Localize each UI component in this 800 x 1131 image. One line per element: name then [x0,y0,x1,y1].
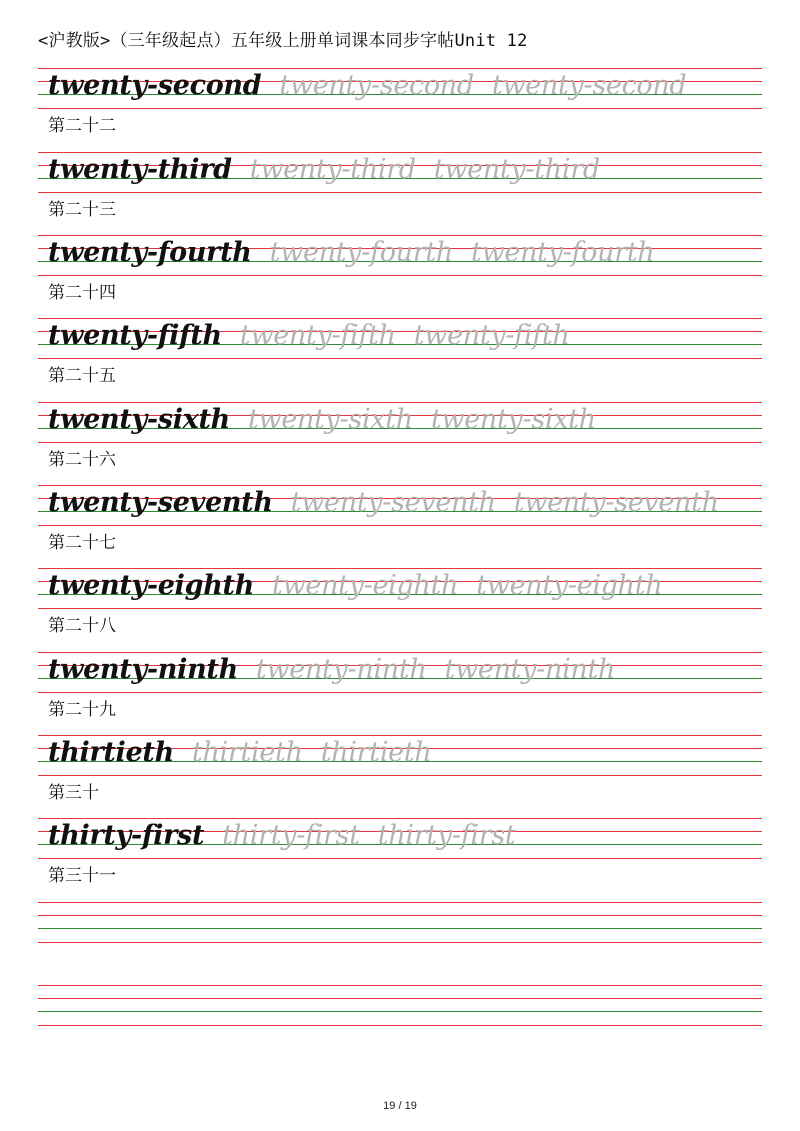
word-meaning: 第二十八 [48,616,116,636]
word-row [48,816,515,856]
word-row [48,650,615,690]
guide-line [38,108,762,109]
word-example: twenty-second [48,70,262,101]
guide-line [38,192,762,193]
word-entry [0,818,800,898]
word-row [48,400,596,440]
word-meaning: 第二十四 [48,283,116,303]
word-trace: twenty-fifth [239,320,396,351]
word-trace: twenty-sixth [430,404,596,435]
word-example: twenty-fifth [48,320,222,351]
guide-line [38,942,762,943]
word-trace: thirtieth [191,737,303,768]
word-trace: twenty-third [249,154,416,185]
word-trace: twenty-ninth [444,654,616,685]
word-trace: twenty-third [433,154,600,185]
word-example: thirty-first [48,820,205,851]
guide-line [38,442,762,443]
page-title: <沪教版>（三年级起点）五年级上册单词课本同步字帖Unit 12 [38,31,528,51]
word-trace: twenty-seventh [513,487,719,518]
guide-line [38,692,762,693]
guide-line [38,902,762,903]
guide-line [38,608,762,609]
word-trace: twenty-eighth [476,570,663,601]
word-meaning: 第三十 [48,783,99,803]
word-entry [0,402,800,482]
word-meaning: 第二十三 [48,200,116,220]
word-trace: twenty-eighth [272,570,459,601]
word-entry [0,568,800,648]
empty-practice-lines [0,985,800,1030]
word-meaning: 第二十五 [48,366,116,386]
word-row [48,233,654,273]
word-entry [0,485,800,565]
word-entry [0,735,800,815]
word-example: twenty-fourth [48,237,252,268]
word-trace: twenty-fourth [471,237,655,268]
word-meaning: 第二十六 [48,450,116,470]
word-meaning: 第二十九 [48,700,116,720]
baseline [38,928,762,929]
word-example: twenty-eighth [48,570,255,601]
word-example: twenty-sixth [48,404,230,435]
guide-line [38,775,762,776]
word-meaning: 第二十七 [48,533,116,553]
page-number: 19 / 19 [383,1100,417,1112]
word-trace: thirty-first [222,820,360,851]
word-entry [0,68,800,148]
word-trace: thirtieth [320,737,432,768]
word-trace: twenty-ninth [255,654,427,685]
word-entry [0,318,800,398]
guide-line [38,275,762,276]
word-example: twenty-third [48,154,232,185]
word-trace: twenty-second [491,70,687,101]
word-entry [0,235,800,315]
baseline [38,1011,762,1012]
word-trace: twenty-fifth [413,320,570,351]
word-example: thirtieth [48,737,174,768]
guide-line [38,525,762,526]
guide-line [38,985,762,986]
guide-line [38,358,762,359]
word-meaning: 第二十二 [48,116,116,136]
word-row [48,566,662,606]
word-row [48,66,686,106]
guide-line [38,858,762,859]
word-trace: twenty-fourth [269,237,454,268]
word-row [48,733,432,773]
word-entry [0,652,800,732]
word-meaning: 第三十一 [48,866,116,886]
word-row [48,316,570,356]
word-entry [0,152,800,232]
word-trace: thirty-first [377,820,516,851]
empty-practice-lines [0,902,800,947]
word-trace: twenty-second [279,70,474,101]
word-example: twenty-ninth [48,654,238,685]
word-example: twenty-seventh [48,487,273,518]
guide-line [38,998,762,999]
word-trace: twenty-seventh [290,487,496,518]
guide-line [38,915,762,916]
word-row [48,150,600,190]
word-row [48,483,719,523]
guide-line [38,1025,762,1026]
word-trace: twenty-sixth [247,404,413,435]
